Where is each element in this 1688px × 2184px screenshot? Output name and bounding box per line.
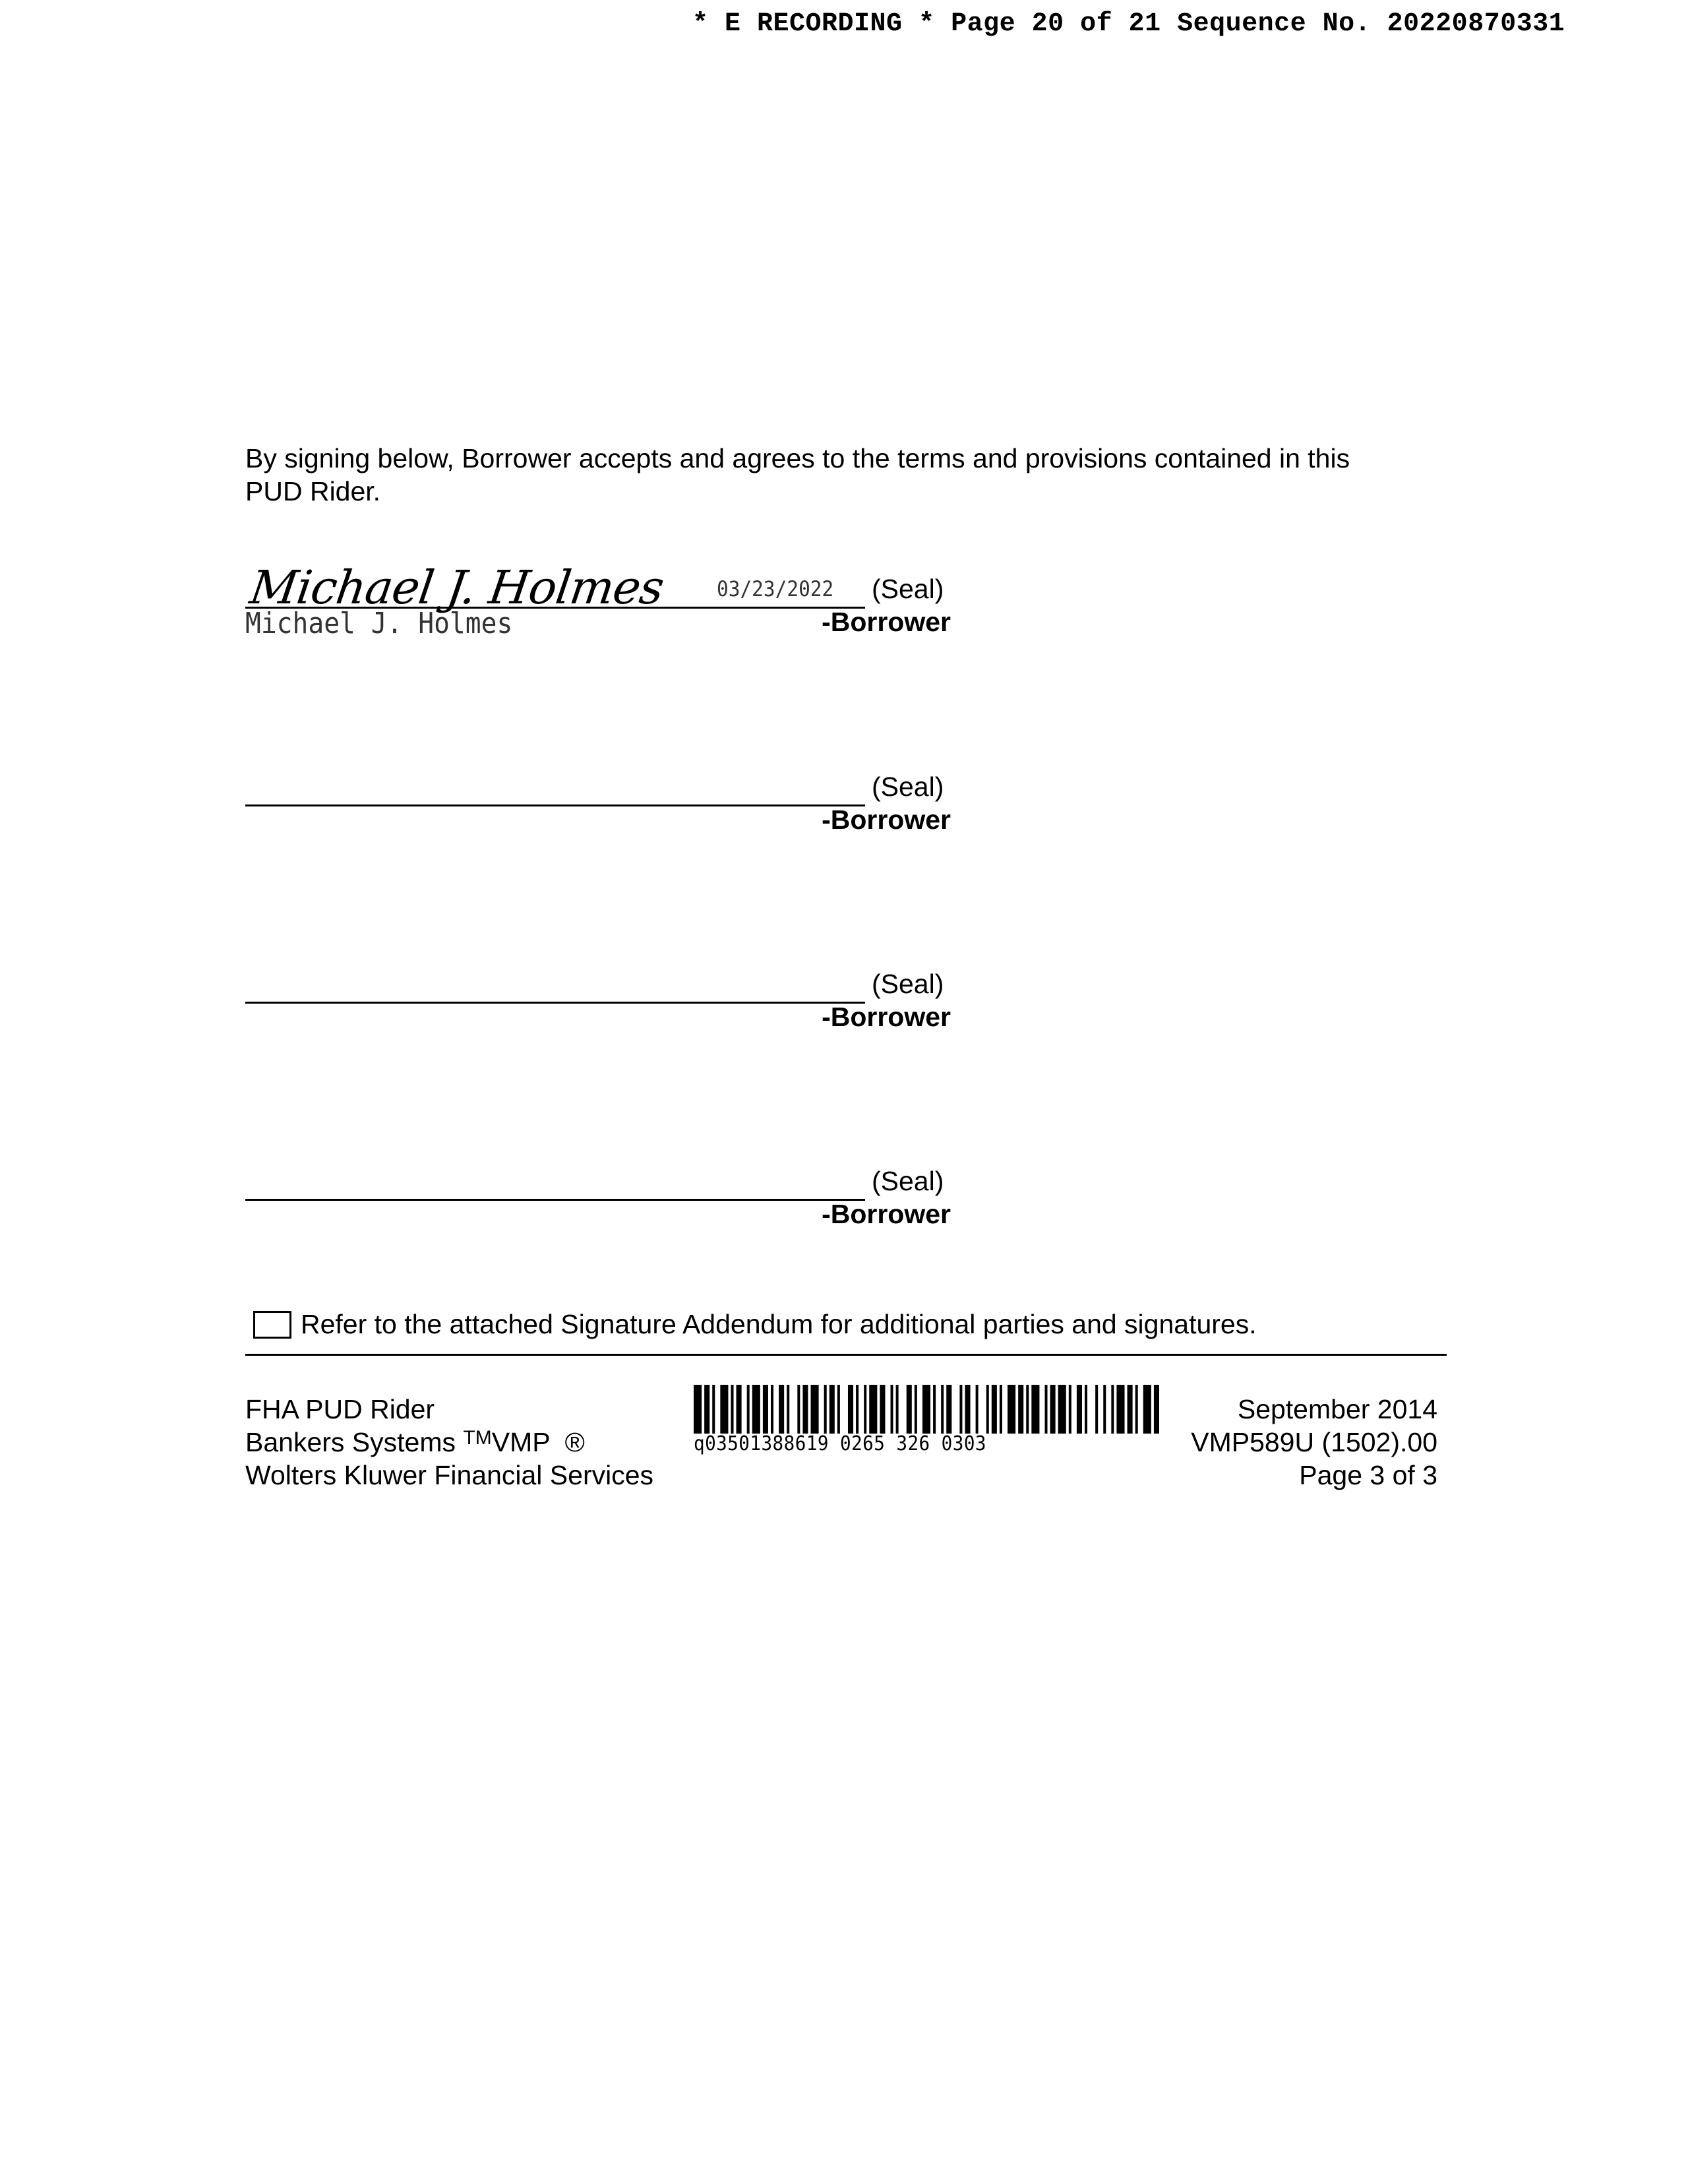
seal-label: (Seal) — [872, 969, 944, 999]
agreement-statement — [245, 442, 1445, 508]
signature-line — [245, 804, 865, 806]
addendum-label: Refer to the attached Signature Addendum for additional parties and signatures. — [301, 1309, 1257, 1339]
agreement-line-2: PUD Rider. — [245, 476, 381, 506]
form-title: FHA PUD Rider — [245, 1394, 435, 1424]
form-date: September 2014 — [1237, 1394, 1437, 1424]
borrower-label: -Borrower — [822, 1199, 951, 1229]
seal-label: (Seal) — [872, 1166, 944, 1196]
signature-addendum-option — [253, 1309, 1257, 1340]
borrower-label: -Borrower — [822, 607, 951, 637]
printed-borrower-name: Michael J. Holmes — [245, 607, 513, 640]
form-company: Wolters Kluwer Financial Services — [245, 1460, 654, 1490]
page-number: Page 3 of 3 — [1299, 1460, 1437, 1490]
signature-block-1 — [245, 561, 951, 646]
signature-date: 03/23/2022 — [717, 576, 834, 601]
form-version-info — [1191, 1393, 1437, 1492]
signature-block-4 — [245, 1166, 951, 1238]
borrower-label: -Borrower — [822, 1002, 951, 1032]
agreement-line-1: By signing below, Borrower accepts and agrees to the terms and provisions contained in this — [245, 443, 1350, 473]
form-code: VMP589U (1502).00 — [1191, 1427, 1437, 1457]
signature-block-3 — [245, 969, 951, 1041]
borrower-label: -Borrower — [822, 804, 951, 835]
form-info — [245, 1393, 653, 1492]
signature-line — [245, 1002, 865, 1004]
barcode-number: q03501388619 0265 326 0303 — [694, 1432, 987, 1455]
seal-label: (Seal) — [872, 772, 944, 802]
signature-block-2 — [245, 772, 951, 844]
form-publisher: Bankers Systems ™VMP ® — [245, 1427, 585, 1457]
footer-divider — [245, 1354, 1447, 1356]
signature-line — [245, 1199, 865, 1201]
handwritten-signature: Michael J. Holmes — [247, 561, 667, 615]
barcode-image — [694, 1385, 1162, 1434]
seal-label: (Seal) — [872, 574, 944, 604]
addendum-checkbox[interactable] — [253, 1311, 291, 1339]
recording-header: * E RECORDING * Page 20 of 21 Sequence No. 20220870331 — [692, 9, 1565, 39]
